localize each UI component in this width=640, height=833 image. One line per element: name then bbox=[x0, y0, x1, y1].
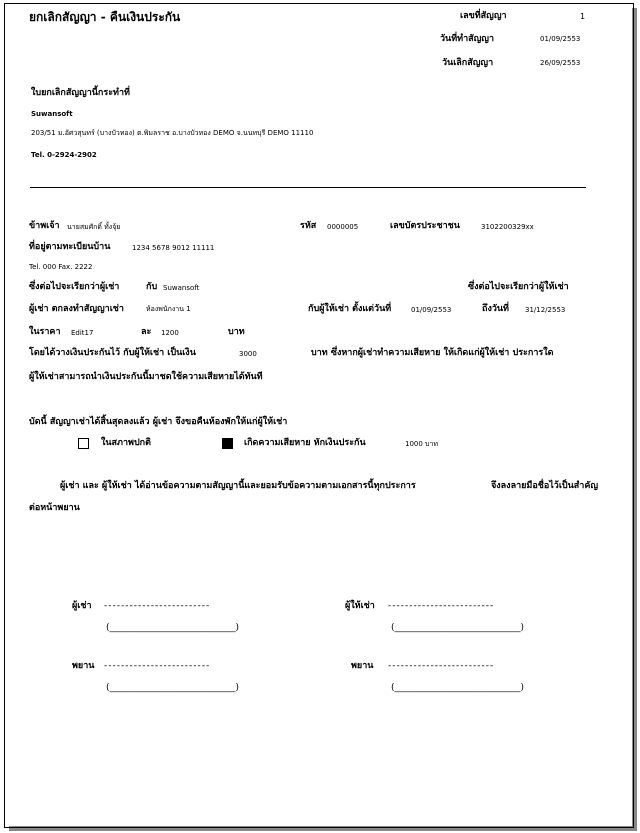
lease-to-date: 31/12/2553 bbox=[525, 306, 566, 314]
witness1-signature-label: พยาน bbox=[72, 661, 95, 671]
normal-condition-label: ในสภาพปกติ bbox=[101, 438, 151, 448]
tenant-name-paren: (____________________________) bbox=[106, 623, 240, 633]
contract-no-label: เลขที่สัญญา bbox=[460, 11, 507, 21]
contract-date-value: 01/09/2553 bbox=[540, 35, 581, 43]
price-item: Edit17 bbox=[71, 329, 94, 337]
deposit-text-c: ผู้ให้เช่าสามารถนำเงินประกันนี้มาชดใช้ความเสียหายได้ทันที bbox=[29, 372, 263, 382]
issuer-name: Suwansoft bbox=[31, 110, 73, 118]
damage-label: เกิดความเสียหาย หักเงินประกัน bbox=[244, 438, 366, 448]
id-card-label: เลขบัตรประชาชน bbox=[390, 221, 460, 231]
lessor-name: Suwansoft bbox=[163, 284, 200, 292]
closing-text-b: จึงลงลายมือชื่อไว้เป็นสำคัญ bbox=[491, 481, 599, 491]
tenant-signature-label: ผู้เช่า bbox=[72, 601, 92, 611]
cancel-date-label: วันเลิกสัญญา bbox=[442, 58, 494, 68]
settlement-intro: บัดนี้ สัญญาเช่าได้สิ้นสุดลงแล้ว ผู้เช่า จึงขอคืนห้องพักให้แก่ผู้ให้เช่า bbox=[29, 417, 288, 427]
document-title: ยกเลิกสัญญา - คืนเงินประกัน bbox=[29, 10, 181, 24]
witness2-signature-label: พยาน bbox=[351, 661, 374, 671]
price-currency: บาท bbox=[228, 327, 245, 337]
contract-date-label: วันที่ทำสัญญา bbox=[440, 34, 495, 44]
price-value: 1200 bbox=[161, 329, 179, 337]
per-label: ละ bbox=[141, 327, 152, 337]
deposit-amount: 3000 bbox=[239, 350, 257, 358]
damage-checkbox[interactable] bbox=[222, 438, 233, 449]
deposit-text-a: โดยได้วางเงินประกันไว้ กับผู้ให้เช่า เป็นเงิน bbox=[29, 348, 196, 358]
cancel-date-value: 26/09/2553 bbox=[540, 59, 581, 67]
tenant-code: 0000005 bbox=[327, 223, 359, 231]
lessor-signature-line: ------------------------- bbox=[388, 601, 495, 611]
document-page bbox=[4, 3, 634, 828]
room-unit: ห้องพนักงาน 1 bbox=[146, 305, 191, 313]
witness1-signature-line: ------------------------- bbox=[104, 661, 211, 671]
lease-from-date: 01/09/2553 bbox=[411, 306, 452, 314]
issuer-address: 203/51 ม.อัศวสุนทร์ (บางบัวทอง) ต.พิมลราช อ.บางบัวทอง DEMO จ.นนทบุรี DEMO 11110 bbox=[31, 129, 314, 137]
with-label: กับ bbox=[146, 282, 158, 292]
normal-condition-checkbox[interactable] bbox=[78, 438, 89, 449]
witness1-name-paren: (____________________________) bbox=[106, 683, 240, 693]
lessor-signature-label: ผู้ให้เช่า bbox=[345, 601, 375, 611]
closing-text-c: ต่อหน้าพยาน bbox=[29, 503, 80, 513]
deposit-text-b: บาท ซึ่งหากผู้เช่าทำความเสียหาย ให้เกิดแก่ผู้ให้เช่า ประการใด bbox=[311, 348, 554, 358]
agreement-label: ซึ่งต่อไปจะเรียกว่าผู้เช่า bbox=[29, 282, 120, 292]
tenant-name: นายสมศักดิ์ ทั้งจุ้ย bbox=[67, 223, 121, 231]
issuer-tel: Tel. 0-2924-2902 bbox=[31, 151, 97, 159]
lease-to-label: ถึงวันที่ bbox=[482, 304, 509, 314]
tenant-code-label: รหัส bbox=[300, 221, 317, 231]
witness2-name-paren: (____________________________) bbox=[391, 683, 525, 693]
tenant-label: ข้าพเจ้า bbox=[29, 221, 60, 231]
lease-from-label: กับผู้ให้เช่า ตั้งแต่วันที่ bbox=[308, 304, 392, 314]
price-label: ในราคา bbox=[29, 327, 61, 337]
closing-text-a: ผู้เช่า และ ผู้ให้เช่า ได้อ่านข้อความตามสัญญานี้และยอมรับข้อความตามเอกสารนี้ทุกประการ bbox=[60, 481, 416, 491]
tenant-address: 1234 5678 9012 11111 bbox=[132, 244, 215, 252]
address-label: ที่อยู่ตามทะเบียนบ้าน bbox=[29, 242, 111, 252]
lessor-called-label: ซึ่งต่อไปจะเรียกว่าผู้ให้เช่า bbox=[468, 282, 569, 292]
lessor-name-paren: (____________________________) bbox=[391, 623, 525, 633]
header-divider bbox=[30, 187, 586, 188]
tenant-signature-line: ------------------------- bbox=[104, 601, 211, 611]
witness2-signature-line: ------------------------- bbox=[388, 661, 495, 671]
issuer-heading: ใบยกเลิกสัญญานี้กระทำที่ bbox=[31, 88, 130, 98]
tenant-tel-fax: Tel. 000 Fax. 2222 bbox=[29, 263, 93, 271]
tenant-contract-label: ผู้เช่า ตกลงทำสัญญาเช่า bbox=[29, 304, 124, 314]
damage-amount: 1000 บาท bbox=[405, 440, 439, 448]
contract-no-value: 1 bbox=[580, 12, 586, 21]
id-card-no: 3102200329xx bbox=[481, 223, 534, 231]
